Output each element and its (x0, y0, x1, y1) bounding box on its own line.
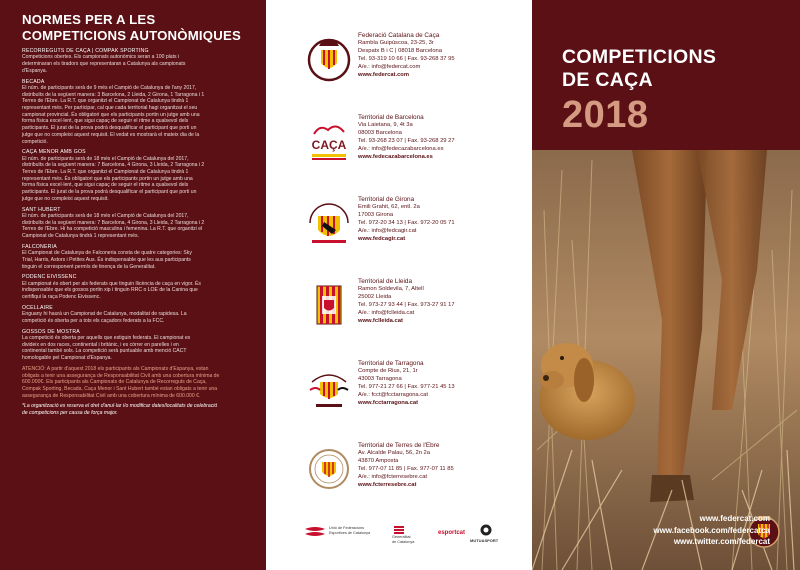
rule-section-line: Terres de l'Ebre. La R.T. que organitzi el Campionat de Catalunya tindrà 1 (22, 98, 189, 105)
rule-section-line: continental també sols. La competició serà puntuable amb menció CACT (22, 348, 187, 355)
rule-section-line: distribuïts de la següent manera: 7 Barcelona, 4 Girona, 3 Lleida, 2 Tarragona i 2 (22, 219, 205, 226)
rule-section-line: forma física excel·lent, que sigui capaç de seguir el ritme a qualsevol dels (22, 118, 189, 125)
rule-section-line: Competicions obertes. Els campionats autonòmics seran a 100 plats i (22, 54, 180, 61)
contact-email[interactable]: A/e.: info@fclleida.cat (358, 309, 415, 316)
rule-section-title: OCELLAIRE (22, 304, 53, 311)
contact-line: Tel. 977-07 11 85 | Fax. 977-07 11 85 (358, 465, 454, 472)
tarragona-crest-icon (306, 364, 352, 410)
contact-line: Av. Alcalde Palau, 56, 2n 2a (358, 449, 430, 456)
rule-section (22, 149, 250, 202)
rule-section-line: campionat provincial. És obligatori que els participants portin un jutge amb una (22, 111, 200, 118)
rule-section-line: certifiqui la raça Podenc Eivissenc. (22, 294, 101, 301)
contact-block (266, 442, 532, 512)
rule-section-title: GOSSOS DE MOSTRA (22, 328, 80, 335)
contact-info (358, 114, 528, 161)
mutuasport-logo-icon (480, 524, 492, 536)
footnote-text (22, 403, 250, 416)
cover-title-line-1: COMPETICIONS (562, 46, 717, 68)
rule-section-line: Campionat de Catalunya tindrà 1 representant més. (22, 233, 139, 240)
rule-section (22, 329, 250, 362)
svg-text:CAÇA: CAÇA (311, 138, 347, 152)
contact-name: Territorial de Terres de l'Ebre (358, 442, 440, 449)
hunter-dog-photo (532, 150, 800, 570)
contact-website-link[interactable]: www.fedecazabarcelona.es (358, 153, 433, 160)
contact-email[interactable]: A/e.: fcct@fcctarragona.cat (358, 391, 429, 398)
notice-line: ATENCIÓ: A partir d'aquest 2018 els participants als Campionats d'Espanya, estan (22, 365, 209, 372)
facebook-link[interactable]: www.facebook.com/federcatca (653, 525, 770, 535)
rule-section-line: divideix en dos races, continental i britànic, i es córrer en parelles i en (22, 341, 179, 348)
contact-website-link[interactable]: www.federcat.com (358, 71, 410, 78)
rule-section-title: FALCONERIA (22, 243, 57, 250)
notice-line: Compak Sporting, Becada, Caça Menor i Sant Hubert també estan obligats a tenir una (22, 385, 218, 392)
notice-text (22, 366, 250, 400)
contact-name: Territorial de Tarragona (358, 360, 424, 367)
rule-section-line: Terres de l'Ebre. Hi ha competició masculina i femenina. La R.T. que organitzi el (22, 226, 203, 233)
rules-sections (22, 48, 250, 362)
rule-section-line: Enguany hi haurà un Campionat de Catalunya, modalitat de rapidesa. La (22, 311, 187, 318)
lleida-flag-icon (306, 282, 352, 328)
ufec-logo-icon (304, 526, 326, 540)
contact-info (358, 32, 528, 79)
contact-website-link[interactable]: www.fclleida.cat (358, 317, 403, 324)
contact-line: 43003 Tarragona (358, 375, 402, 382)
rule-section (22, 274, 250, 301)
contacts-panel (266, 0, 532, 570)
rule-section-line: jutge que no compleixi aquest requisit. (22, 195, 109, 202)
rule-section-line: participants. El jurat de la prova podrà desqualificar el participant que porti un (22, 125, 197, 132)
girona-crest-icon (306, 200, 352, 246)
web-links (653, 513, 770, 548)
contact-line: Tel. 93-319 10 66 | Fax. 93-268 37 95 (358, 55, 455, 62)
rule-section-line: homologable pel Campionat d'Espanya. (22, 355, 112, 362)
contact-name: Territorial de Lleida (358, 278, 412, 285)
rule-section (22, 244, 250, 271)
rule-section-title: CAÇA MENOR AMB GOS (22, 149, 86, 156)
notice-line: 600.000€. Els participants als Campionats de Catalunya de Recorreguts de Caça, (22, 379, 207, 386)
notice-line: assegurança de Responsabilitat Civil amb una cobertura mínima de 600.000 €. (22, 392, 201, 399)
contact-block (266, 278, 532, 348)
contact-name: Territorial de Girona (358, 196, 415, 203)
contact-info (358, 278, 528, 325)
caca-barcelona-icon (306, 118, 352, 164)
rule-section-line: representant més. Per participar, cal que cada territorial hagi organitzat el seu (22, 105, 198, 112)
sponsors-bar (266, 522, 532, 562)
website-link[interactable]: www.federcat.com (699, 514, 770, 523)
rule-section (22, 305, 250, 325)
cover-title-line-2: DE CAÇA (562, 69, 653, 91)
contact-website-link[interactable]: www.fcctarragona.cat (358, 399, 419, 406)
rule-section-line: distribuïts de la següent manera: 3 Barcelona, 2 Lleida, 2 Girona, 1 Tarragona i 1 (22, 91, 205, 98)
contact-line: Ramon Soldevila, 7, Altell (358, 285, 424, 292)
rule-section-line: Trial, Harris, Astors i Petites Aus. És indispensable que les aus participants (22, 256, 191, 263)
contact-block (266, 114, 532, 184)
rule-section (22, 48, 250, 75)
esportcat-logo: esportcat (438, 530, 466, 536)
contact-email[interactable]: A/e.: info@fedecazabarcelona.es (358, 145, 444, 152)
gencat-logo-icon (394, 526, 404, 534)
rule-section (22, 207, 250, 240)
contact-block (266, 196, 532, 266)
contact-line: Emili Grahit, 62, entl. 2a (358, 203, 420, 210)
contact-line: Tel. 973-27 93 44 | Fax. 973-27 91 17 (358, 301, 455, 308)
ufec-text: Unió de Federacions Esportives de Catalunya (329, 526, 371, 535)
rule-section-line: El núm. de participants serà de 18 més el Campió de Catalunya del 2017, (22, 212, 189, 219)
rule-section-line: competició és oberta per a tots els caçadors federats a la FCC. (22, 317, 165, 324)
rule-section-line: competició. (22, 138, 48, 145)
rule-section-title: BECADA (22, 78, 45, 85)
rules-heading: NORMES PER A LES COMPETICIONS AUTONÒMIQUES (22, 12, 241, 43)
rule-section-line: indispensable que els gossos portin xip i tinguin RRC o LOE de la Canina que (22, 287, 198, 294)
rule-section-line: participants. El jurat de la prova podrà desqualificar el participant que porti un (22, 189, 197, 196)
fcc-crest-icon (306, 36, 352, 82)
contact-info (358, 442, 528, 489)
gencat-text: Generalitat de Catalunya (392, 535, 415, 544)
rule-section (22, 79, 250, 146)
terres-ebre-seal-icon (306, 446, 352, 492)
rule-section-line: El campionat és obert per als federats que tinguin llicència de caça en vigor. És (22, 280, 201, 287)
contact-line: Compte de Rius, 21, 1r (358, 367, 418, 374)
contact-email[interactable]: A/e.: info@fedcagir.cat (358, 227, 417, 234)
rule-section-line: determinaran els tiradors que representaran a Catalunya als campionats (22, 61, 186, 68)
contact-block (266, 32, 532, 102)
footnote-line: de competicions per causa de força major. (22, 410, 118, 417)
contact-line: 43870 Amposta (358, 457, 399, 464)
cover-panel (532, 0, 800, 570)
rule-section-title: PODENC EIVISSENC (22, 274, 77, 281)
rule-section-line: Terres de l'Ebre. La R.T. que organitzi el Campionat de Catalunya tindrà 1 (22, 169, 189, 176)
mutuasport-text: MUTUASPORT (470, 538, 499, 543)
rule-section-line: d'Espanya. (22, 67, 48, 74)
footnote-line: *La organització es reserva el dret d'anul·lar i/o modificar dates/localitats de celebració (22, 403, 218, 410)
contact-line: 25002 Lleida (358, 293, 392, 300)
contact-line: 17003 Girona (358, 211, 394, 218)
contact-line: Tel. 977-21 27 66 | Fax. 977-21 45 13 (358, 383, 455, 390)
rule-section-title: SANT HUBERT (22, 206, 61, 213)
rules-panel (0, 0, 266, 570)
contact-line: Rambla Guipúscoa, 23-25, 3r (358, 39, 434, 46)
contact-line: 08003 Barcelona (358, 129, 402, 136)
contact-line: Via Laietana, 9, 4t 3a (358, 121, 413, 128)
rule-section-line: El Campionat de Catalunya de Falconeria consta de quatre categories: Sky (22, 250, 192, 257)
notice-line: obligats a tenir una assegurança de Responsabilitat Civil amb una cobertura mínima de (22, 372, 220, 379)
contact-name: Territorial de Barcelona (358, 114, 424, 121)
contact-email[interactable]: A/e.: info@federcat.com (358, 63, 421, 70)
rule-section-line: El núm. de participants serà de 9 més el Campió de Catalunya de l'any 2017, (22, 84, 197, 91)
contact-line: Tel. 93-268 23 07 | Fax. 93-268 29 27 (358, 137, 455, 144)
contact-info (358, 360, 528, 407)
contact-line: Despatx B i C | 08018 Barcelona (358, 47, 442, 54)
rule-section-line: forma física excel·lent, que sigui capaç de seguir el ritme a qualsevol dels (22, 182, 189, 189)
rule-section-title: RECORREGUTS DE CAÇA | COMPAK SPORTING (22, 48, 149, 54)
cover-year: 2018 (562, 94, 649, 136)
rule-section-line: El núm. de participants serà de 18 més el Campió de Catalunya del 2017, (22, 155, 189, 162)
rule-section-line: jutge que no compleixi aquest requisit. El vedat es mostrarà el mateix dia de la (22, 131, 200, 138)
twitter-link[interactable]: www.twitter.com/federcat (673, 537, 770, 546)
contact-info (358, 196, 528, 243)
contact-block (266, 360, 532, 430)
contact-name: Federació Catalana de Caça (358, 32, 440, 39)
contact-email[interactable]: A/e.: info@fcterresebre.cat (358, 473, 428, 480)
rule-section-line: distribuïts de la següent manera: 7 Barcelona, 4 Girona, 3 Lleida, 2 Tarragona i 2 (22, 162, 205, 169)
rule-section-line: tinguin el corresponent permís de tinença de la Generalitat. (22, 263, 156, 270)
title-block (532, 0, 800, 150)
contact-website-link[interactable]: www.fcterresebre.cat (358, 481, 417, 488)
rule-section-line: representant més. És obligatori que els participants portin un jutge amb una (22, 175, 193, 182)
contact-line: Tel. 972-20 34 13 | Fax. 972-20 05 71 (358, 219, 455, 226)
contact-website-link[interactable]: www.fedcagir.cat (358, 235, 406, 242)
rule-section-line: La competició és oberta per aquells que estiguin federats. El campionat es (22, 335, 191, 342)
